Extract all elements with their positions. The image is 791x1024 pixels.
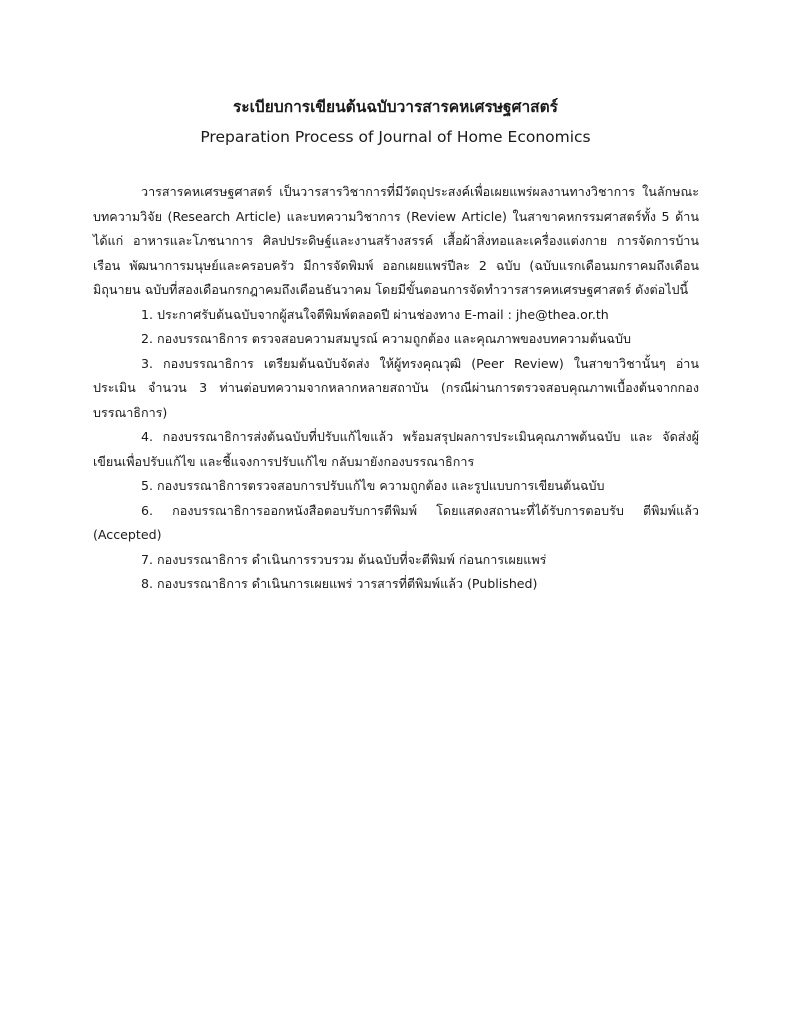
process-step-1: 1. ประกาศรับต้นฉบับจากผู้สนใจตีพิมพ์ตลอดปี ผ่านช่องทาง E-mail : jhe@thea.or.th — [141, 306, 609, 322]
document-title-thai: ระเบียบการเขียนต้นฉบับวารสารคหเศรษฐศาสตร์ — [232, 98, 559, 116]
process-step-6: 6. กองบรรณาธิการออกหนังสือตอบรับการตีพิมพ์ โดยแสดงสถานะที่ได้รับการตอบรับ ตีพิมพ์แล้ว (Accepted) — [93, 502, 699, 542]
process-step-3: 3. กองบรรณาธิการ เตรียมต้นฉบับจัดส่ง ให้ผู้ทรงคุณวุฒิ (Peer Review) ในสาขาวิชานั้นๆ อ่านประเมิน จำนวน 3 ท่านต่อบทความจากหลากหลายสถาบัน (กรณีผ่านการตรวจสอบคุณภาพเบื้องต้นจากกองบรรณาธิการ) — [93, 355, 699, 420]
process-step-8: 8. กองบรรณาธิการ ดำเนินการเผยแพร่ วารสารที่ตีพิมพ์แล้ว (Published) — [141, 576, 538, 591]
process-steps-list — [93, 303, 699, 597]
intro-paragraph: วารสารคหเศรษฐศาสตร์ เป็นวารสารวิชาการที่มีวัตถุประสงค์เพื่อเผยแพร่ผลงานทางวิชาการ ในลักษณะบทความวิจัย (Research Article) และบทความวิชาการ (Review Article) ในสาขาคหกรรมศาสตร์ทั้ง 5 ด้าน ได้แก่ อาหารและโภชนาการ ศิลปประดิษฐ์และงานสร้างสรรค์ เสื้อผ้าสิ่งทอและเครื่องแต่งกาย การจัดการบ้านเรือน พัฒนาการมนุษย์และครอบครัว มีการจัดพิมพ์ ออกเผยแพร่ปีละ 2 ฉบับ (ฉบับแรกเดือนมกราคมถึงเดือนมิถุนายน ฉบับที่สองเดือนกรกฎาคมถึงเดือนธันวาคม โดยมีขั้นตอนการจัดทำวารสารคหเศรษฐศาสตร์ ดังต่อไปนี้ — [93, 184, 699, 297]
process-step-4: 4. กองบรรณาธิการส่งต้นฉบับที่ปรับแก้ไขแล้ว พร้อมสรุปผลการประเมินคุณภาพต้นฉบับ และ จัดส่งผู้เขียนเพื่อปรับแก้ไข และชี้แจงการปรับแก้ไข กลับมายังกองบรรณาธิการ — [93, 429, 699, 469]
process-step-5: 5. กองบรรณาธิการตรวจสอบการปรับแก้ไข ความถูกต้อง และรูปแบบการเขียนต้นฉบับ — [141, 478, 605, 493]
document-title-english: Preparation Process of Journal of Home Economics — [200, 128, 591, 146]
process-step-2: 2. กองบรรณาธิการ ตรวจสอบความสมบูรณ์ ความถูกต้อง และคุณภาพของบทความต้นฉบับ — [141, 331, 631, 346]
process-step-7: 7. กองบรรณาธิการ ดำเนินการรวบรวม ต้นฉบับที่จะตีพิมพ์ ก่อนการเผยแพร่ — [141, 551, 547, 567]
document-body — [93, 180, 699, 597]
